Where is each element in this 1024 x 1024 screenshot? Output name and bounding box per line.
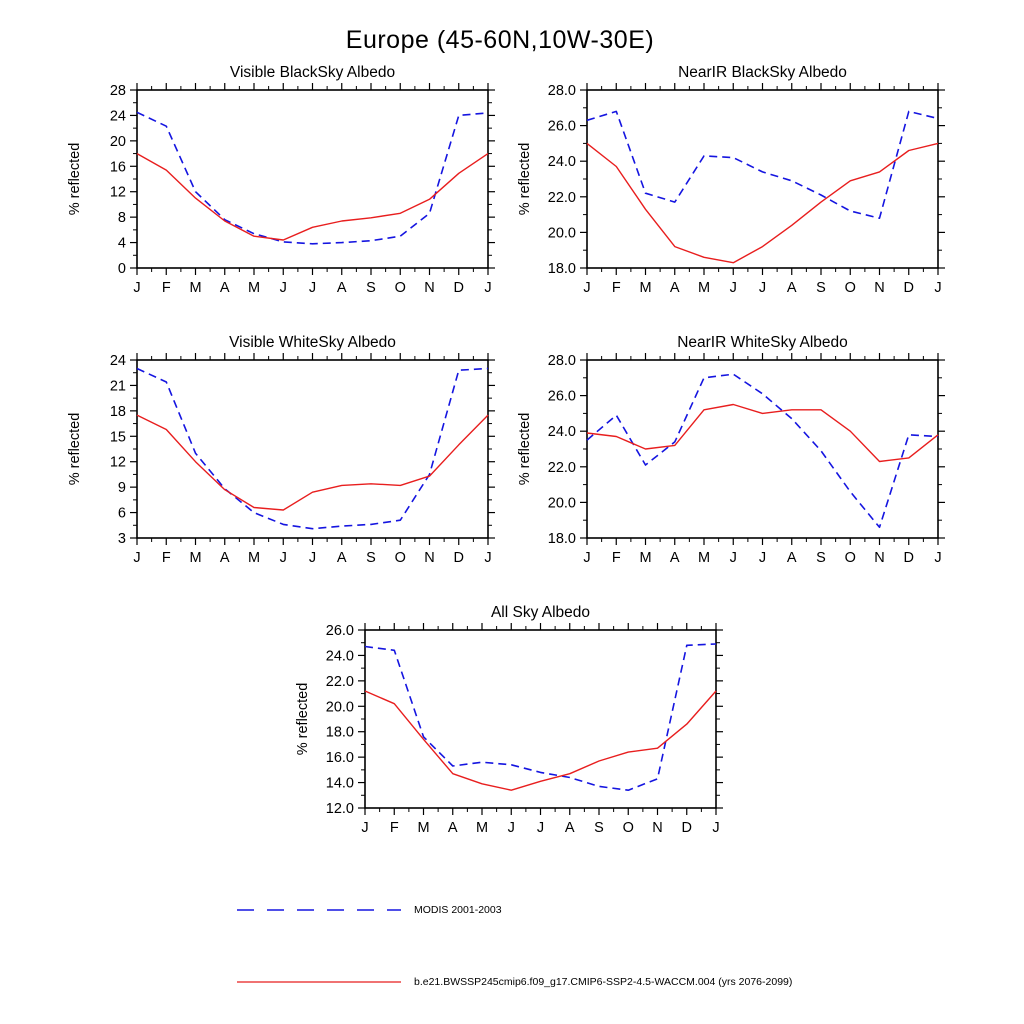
x-tick-label: A <box>219 280 230 296</box>
x-tick-label: S <box>594 820 604 836</box>
modis-series-line <box>587 111 938 218</box>
y-tick-label: 16.0 <box>325 750 354 767</box>
x-tick-label: A <box>786 280 797 296</box>
x-tick-label: M <box>475 820 489 836</box>
x-tick-label: M <box>639 550 652 566</box>
y-tick-label: 6 <box>117 505 126 522</box>
model-series-line <box>137 154 488 240</box>
plot-frame <box>587 90 938 268</box>
legend-item-model <box>237 975 792 989</box>
x-tick-label: J <box>729 280 737 296</box>
model-series-line <box>137 415 488 510</box>
plot-frame <box>587 360 938 538</box>
panel-title: NearIR WhiteSky Albedo <box>677 334 848 351</box>
y-tick-label: 18 <box>109 403 126 420</box>
x-tick-label: J <box>361 820 369 836</box>
chart-visible-blacksky-albedo <box>55 58 505 298</box>
x-tick-label: D <box>903 280 914 296</box>
modis-series-line <box>137 369 488 529</box>
x-tick-label: F <box>161 280 171 296</box>
figure-title: Europe (45-60N,10W-30E) <box>345 26 655 54</box>
y-tick-label: 22.0 <box>547 189 576 206</box>
y-tick-label: 21 <box>109 378 126 395</box>
y-axis-label: % reflected <box>67 142 83 216</box>
y-tick-label: 24.0 <box>547 424 576 441</box>
y-tick-label: 22.0 <box>325 673 354 690</box>
x-tick-label: S <box>366 280 376 296</box>
x-tick-label: N <box>652 820 663 836</box>
x-tick-label: S <box>366 550 376 566</box>
x-tick-label: D <box>903 550 914 566</box>
y-tick-label: 24.0 <box>547 154 576 171</box>
y-tick-label: 12 <box>109 454 126 471</box>
x-tick-label: N <box>424 280 435 296</box>
plot-frame <box>137 360 488 538</box>
x-tick-label: D <box>453 280 464 296</box>
plot-frame <box>137 90 488 268</box>
x-tick-label: M <box>247 280 261 296</box>
model-series-line <box>365 691 716 790</box>
x-tick-label: J <box>484 550 492 566</box>
y-tick-label: 18.0 <box>547 531 576 547</box>
y-tick-label: 8 <box>117 210 126 227</box>
x-tick-label: M <box>417 820 430 836</box>
x-tick-label: F <box>611 550 621 566</box>
y-tick-label: 15 <box>109 429 126 446</box>
x-tick-label: N <box>424 550 435 566</box>
x-tick-label: J <box>308 550 317 566</box>
x-tick-label: D <box>453 550 464 566</box>
legend-label-model: b.e21.BWSSP245cmip6.f09_g17.CMIP6-SSP2-4.5-WACCM.004 (yrs 2076-2099) <box>414 976 793 988</box>
x-tick-label: J <box>729 550 737 566</box>
modis-series-line <box>365 644 716 790</box>
x-tick-label: A <box>336 550 347 566</box>
x-tick-label: J <box>279 550 287 566</box>
modis-series-line <box>137 112 488 244</box>
y-tick-label: 28.0 <box>547 83 576 99</box>
y-tick-label: 24 <box>109 353 126 369</box>
x-tick-label: A <box>786 550 797 566</box>
x-tick-label: M <box>189 280 202 296</box>
x-tick-label: J <box>583 550 591 566</box>
y-tick-label: 20 <box>109 133 126 150</box>
x-tick-label: O <box>622 820 634 836</box>
panel-title: Visible WhiteSky Albedo <box>229 334 396 351</box>
x-tick-label: J <box>712 820 720 836</box>
y-tick-label: 14.0 <box>325 775 354 792</box>
x-tick-label: J <box>934 550 942 566</box>
x-tick-label: N <box>874 550 885 566</box>
panel-title: All Sky Albedo <box>490 604 591 621</box>
legend-label-modis: MODIS 2001-2003 <box>414 904 502 916</box>
y-tick-label: 20.0 <box>325 699 354 716</box>
legend-item-modis <box>237 903 502 917</box>
x-tick-label: J <box>583 280 591 296</box>
x-tick-label: S <box>816 550 826 566</box>
x-tick-label: A <box>447 820 458 836</box>
y-axis-label: % reflected <box>517 412 533 486</box>
y-tick-label: 26.0 <box>325 623 354 639</box>
x-tick-label: J <box>279 280 287 296</box>
x-tick-label: O <box>394 550 406 566</box>
x-tick-label: J <box>536 820 545 836</box>
x-tick-label: F <box>389 820 399 836</box>
x-tick-label: J <box>758 280 767 296</box>
chart-visible-whitesky-albedo <box>55 328 505 568</box>
model-series-line <box>587 143 938 262</box>
y-tick-label: 16 <box>109 159 126 176</box>
x-tick-label: S <box>816 280 826 296</box>
x-tick-label: J <box>758 550 767 566</box>
y-tick-label: 3 <box>117 531 126 547</box>
y-tick-label: 26.0 <box>547 388 576 405</box>
x-tick-label: F <box>611 280 621 296</box>
y-tick-label: 24 <box>109 108 126 125</box>
x-tick-label: D <box>681 820 692 836</box>
x-tick-label: M <box>247 550 261 566</box>
x-tick-label: A <box>336 280 347 296</box>
y-tick-label: 28 <box>109 83 126 99</box>
x-tick-label: A <box>669 280 680 296</box>
y-tick-label: 28.0 <box>547 353 576 369</box>
x-tick-label: O <box>844 280 856 296</box>
x-tick-label: M <box>189 550 202 566</box>
y-tick-label: 24.0 <box>325 648 354 665</box>
x-tick-label: J <box>934 280 942 296</box>
x-tick-label: O <box>394 280 406 296</box>
modis-line-sample <box>237 903 401 917</box>
y-tick-label: 18.0 <box>547 261 576 277</box>
y-tick-label: 12 <box>109 184 126 201</box>
x-tick-label: A <box>669 550 680 566</box>
model-line-sample <box>237 975 401 989</box>
x-tick-label: F <box>161 550 171 566</box>
x-tick-label: N <box>874 280 885 296</box>
x-tick-label: J <box>133 550 141 566</box>
x-tick-label: J <box>133 280 141 296</box>
x-tick-label: J <box>507 820 515 836</box>
y-tick-label: 18.0 <box>325 724 354 741</box>
chart-nearir-whitesky-albedo <box>505 328 955 568</box>
y-axis-label: % reflected <box>295 682 311 756</box>
y-tick-label: 26.0 <box>547 118 576 135</box>
x-tick-label: J <box>484 280 492 296</box>
y-axis-label: % reflected <box>67 412 83 486</box>
x-tick-label: O <box>844 550 856 566</box>
panel-title: NearIR BlackSky Albedo <box>678 64 847 81</box>
x-tick-label: A <box>564 820 575 836</box>
y-axis-label: % reflected <box>517 142 533 216</box>
chart-allsky-albedo <box>283 598 733 838</box>
y-tick-label: 12.0 <box>325 801 354 817</box>
y-tick-label: 4 <box>117 235 126 252</box>
x-tick-label: A <box>219 550 230 566</box>
panel-title: Visible BlackSky Albedo <box>229 64 396 81</box>
x-tick-label: M <box>697 280 711 296</box>
x-tick-label: M <box>639 280 652 296</box>
chart-nearir-blacksky-albedo <box>505 58 955 298</box>
y-tick-label: 22.0 <box>547 459 576 476</box>
x-tick-label: J <box>308 280 317 296</box>
y-tick-label: 9 <box>117 480 126 497</box>
x-tick-label: M <box>697 550 711 566</box>
y-tick-label: 0 <box>117 261 126 277</box>
model-series-line <box>587 405 938 462</box>
y-tick-label: 20.0 <box>547 495 576 512</box>
modis-series-line <box>587 374 938 527</box>
y-tick-label: 20.0 <box>547 225 576 242</box>
